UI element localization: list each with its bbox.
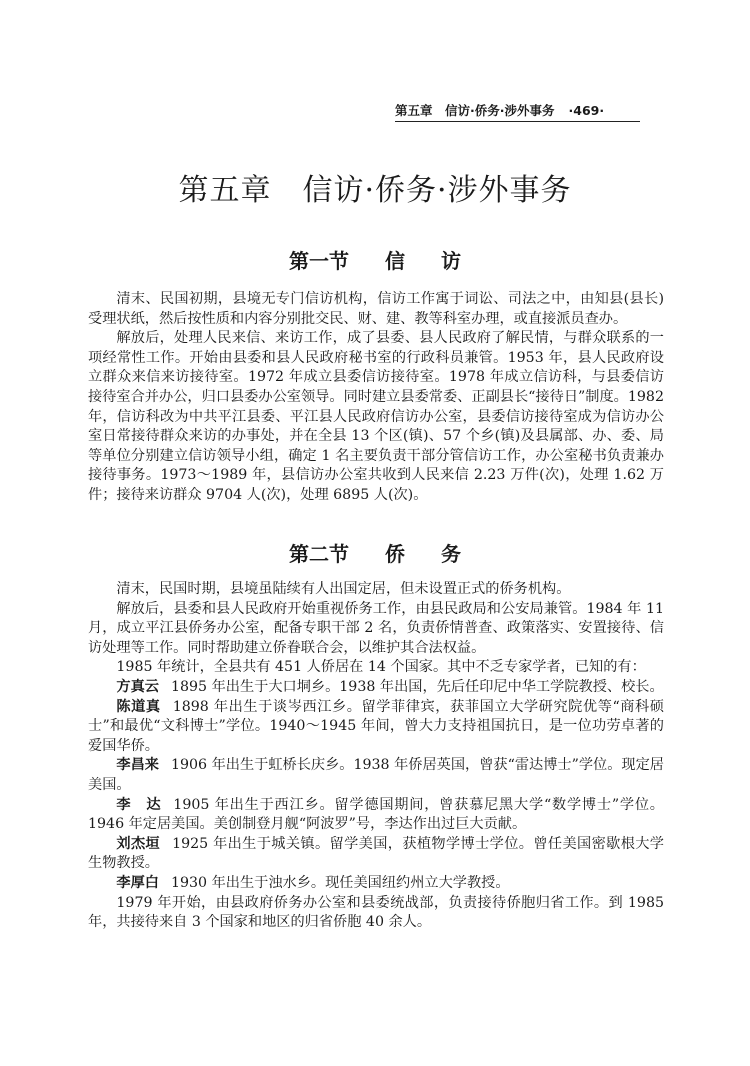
person-name: 陈道真: [116, 698, 161, 715]
person-bio: 1906 年出生于虹桥长庆乡。1938 年侨居英国，曾获“雷达博士”学位。现定居美国。: [88, 757, 664, 793]
paragraph: 1979 年开始，由县政府侨务办公室和县委统战部，负责接待侨胞归省工作。到 1985 年，共接待来自 3 个国家和地区的归省侨胞 40 余人。: [88, 894, 664, 931]
person-bio: 1905 年出生于西江乡。留学德国期间，曾获慕尼黑大学“数学博士”学位。1946 年定居美国。美创制登月舰“阿波罗”号，李达作出过巨大贡献。: [88, 796, 664, 833]
running-header: [395, 101, 635, 119]
section-1-body: [88, 290, 664, 506]
person-name: 李 达: [116, 796, 162, 813]
section-heading-2: [0, 538, 750, 567]
section-title-char: 访: [441, 249, 461, 273]
person-entry: [88, 678, 664, 698]
person-entry: [88, 796, 664, 835]
section-title-char: 信: [385, 249, 405, 273]
paragraph: 清末、民国初期，县境无专门信访机构，信访工作寓于词讼、司法之中，由知县(县长)受理状纸，然后按性质和内容分别批交民、财、建、教等科室办理，或直接派员查办。: [88, 291, 664, 327]
person-entry: [88, 874, 664, 894]
person-bio: 1925 年出生于城关镇。留学美国，获植物学博士学位。曾任美国密歇根大学生物教授。: [88, 835, 664, 872]
paragraph: 清末，民国时期，县境虽陆续有人出国定居，但未设置正式的侨务机构。: [116, 581, 571, 597]
paragraph: 解放后，处理人民来信、来访工作，成了县委、县人民政府了解民情，与群众联系的一项经常性工作。开始由县委和县人民政府秘书室的行政科员兼管。1953 年，县人民政府设立群众来信来访接待室。1972 年成立县委信访接待室。1978 年成立信访科，与县委信访接待室合并办公，归口县委办公室领导。同时建立县委常委、正副县长“接待日”制度。1982 年，信访科改为中共平江县委、平江县人民政府信访办公室，县委信访接待室成为信访办公室日常接待群众来访的办事处，并在全县 13 个区(镇)、57 个乡(镇)及县属部、办、委、局等单位分别建立信访领导小组，确定 1 名主要负责干部分管信访工作，办公室秘书负责兼办接待事务。1973～1989 年，县信访办公室共收到人民来信 2.23 万件(次)，处理 1.62 万件；接待来访群众 9704 人(次)，处理 6895 人(次)。: [88, 330, 664, 503]
chapter-title: 第五章 信访·侨务·涉外事务: [178, 173, 572, 208]
section-number: 第一节: [289, 249, 349, 273]
section-number: 第二节: [289, 542, 349, 566]
section-title-char: 侨: [385, 542, 405, 566]
running-header-title: 第五章 信访·侨务·涉外事务: [395, 103, 555, 118]
header-rule: [395, 121, 640, 122]
person-entry: [88, 756, 664, 795]
person-name: 方真云: [116, 678, 159, 695]
paragraph: 1985 年统计，全县共有 451 人侨居在 14 个国家。其中不乏专家学者，已知的有：: [116, 659, 646, 676]
person-bio: 1930 年出生于浊水乡。现任美国纽约州立大学教授。: [170, 874, 510, 891]
person-bio: 1898 年出生于谈岑西江乡。留学菲律宾，获菲国立大学研究院优等“商科硕士”和最优“文科博士”学位。1940～1945 年间，曾大力支持祖国抗日，是一位功劳卓著的爱国华侨。: [88, 698, 664, 754]
person-entry: [88, 698, 664, 757]
person-entry: [88, 835, 664, 874]
page-number: ·469·: [568, 103, 605, 118]
section-2-body: [88, 580, 664, 933]
paragraph: 解放后，县委和县人民政府开始重视侨务工作，由县民政局和公安局兼管。1984 年 11 月，成立平江县侨务办公室，配备专职干部 2 名，负责侨情普查、政策落实、安置接待、信访处理等工作。同时帮助建立侨眷联合会，以维护其合法权益。: [88, 600, 664, 656]
person-bio: 1895 年出生于大口垌乡。1938 年出国，先后任印尼中华工学院教授、校长。: [170, 678, 664, 695]
person-name: 李厚白: [116, 874, 159, 891]
section-title-char: 务: [441, 542, 461, 566]
person-name: 刘杰垣: [116, 835, 161, 852]
person-name: 李昌来: [116, 757, 159, 774]
section-heading-1: [0, 245, 750, 274]
